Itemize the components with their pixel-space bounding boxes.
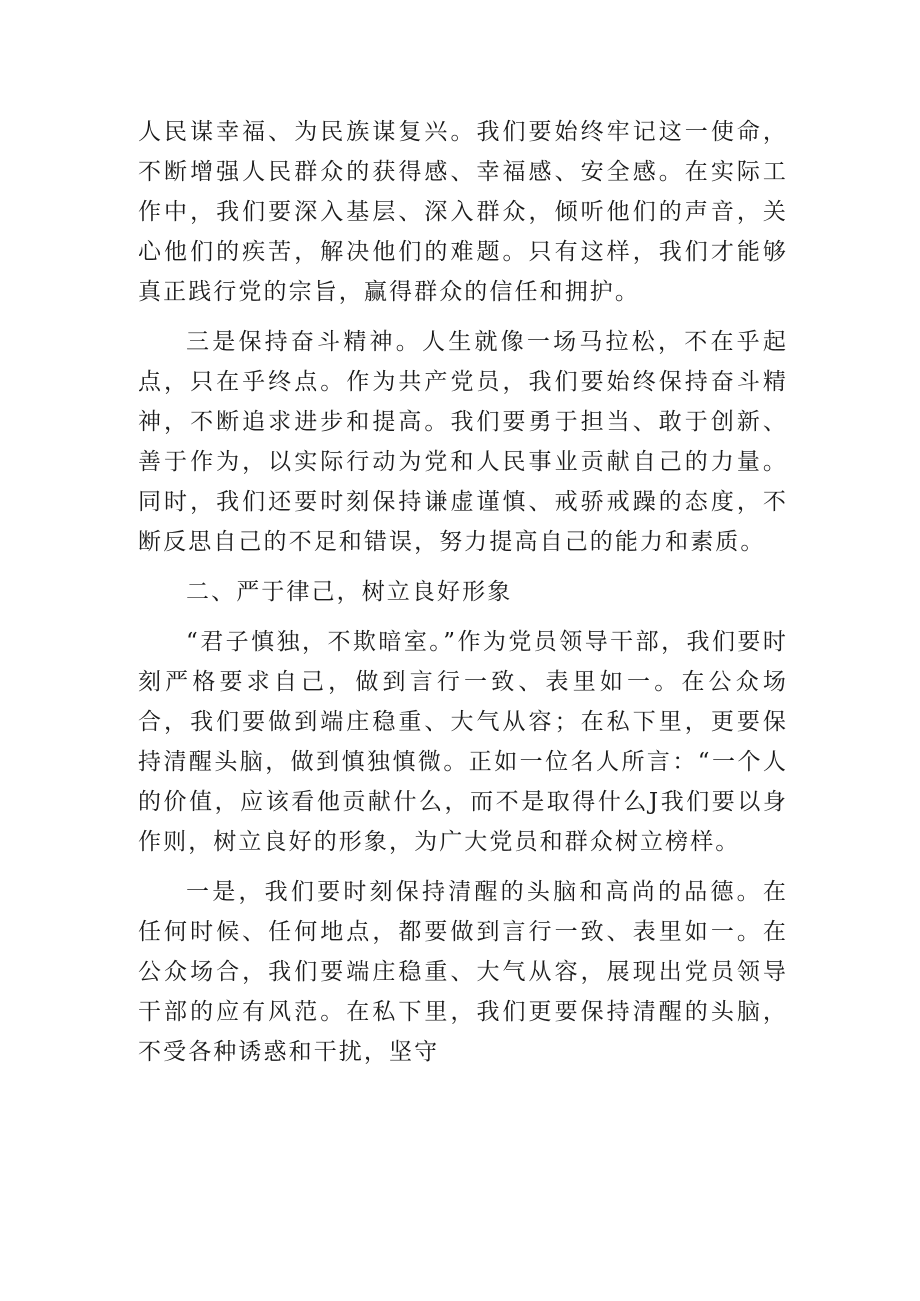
paragraph-mission: 人民谋幸福、为民族谋复兴。我们要始终牢记这一使命，不断增强人民群众的获得感、幸福感、安全感。在实际工作中，我们要深入基层、深入群众，倾听他们的声音，关心他们的疾苦，解决他们的难题。只有这样，我们才能够真正践行党的宗旨，赢得群众的信任和拥护。 [138, 119, 788, 305]
paragraph-clear-mind: 一是，我们要时刻保持清醒的头脑和高尚的品德。在任何时候、任何地点，都要做到言行一致、表里如一。在公众场合，我们要端庄稳重、大气从容，展现出党员领导干部的应有风范。在私下里，我们更要保持清醒的头脑，不受各种诱惑和干扰，坚守 [138, 879, 788, 1065]
section-heading-self-discipline: 二、严于律己，树立良好形象 [186, 579, 513, 605]
paragraph-struggle-spirit: 三是保持奋斗精神。人生就像一场马拉松，不在乎起点，只在乎终点。作为共产党员，我们要始终保持奋斗精神，不断追求进步和提高。我们要勇于担当、敢于创新、善于作为，以实际行动为党和人民事业贡献自己的力量。同时，我们还要时刻保持谦虚谨慎、戒骄戒躁的态度，不断反思自己的不足和错误，努力提高自己的能力和素质。 [138, 329, 788, 555]
document-body [138, 112, 788, 1082]
paragraph-junzi-shendu: “君子慎独，不欺暗室。”作为党员领导干部，我们要时刻严格要求自己，做到言行一致、表里如一。在公众场合，我们要做到端庄稳重、大气从容；在私下里，更要保持清醒头脑，做到慎独慎微。正如一位名人所言：“一个人的价值，应该看他贡献什么，而不是取得什么J我们要以身作则，树立良好的形象，为广大党员和群众树立榜样。 [138, 629, 788, 855]
